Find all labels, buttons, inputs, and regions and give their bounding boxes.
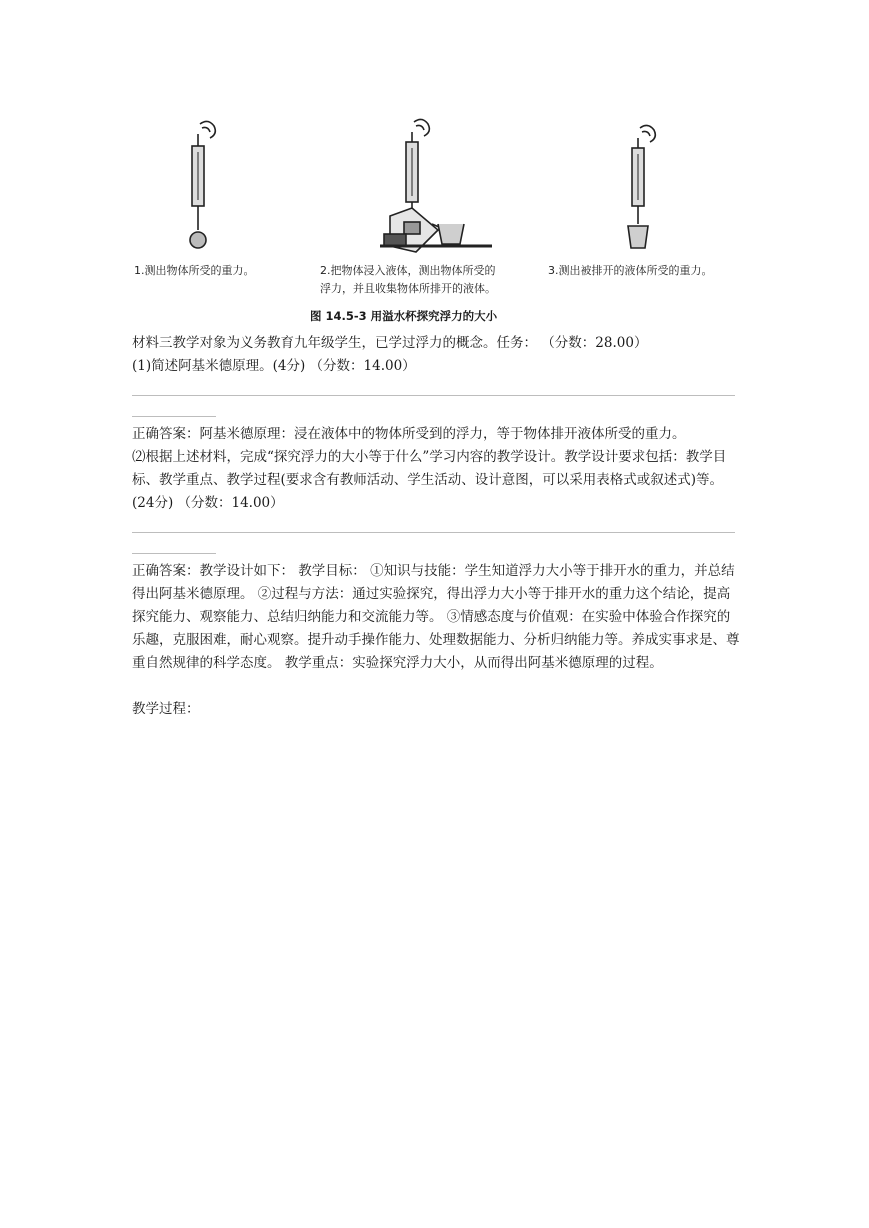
figure-title: 图 14.5-3 用溢水杯探究浮力的大小 (310, 309, 498, 323)
question-2: ⑵根据上述材料，完成“探究浮力的大小等于什么”学习内容的教学设计。教学设计要求包括：教学目标、教学重点、教学过程(要求含有教师活动、学生活动、设计意图，可以采用表格式或叙述式)等。(24分) （分数：14.00） (132, 449, 727, 511)
spring-scale-2 (380, 119, 492, 252)
spring-scale-1 (190, 121, 215, 248)
process-label: 教学过程： (132, 701, 200, 717)
figure-caption-2a: 2.把物体浸入液体，测出物体所受的 (320, 264, 496, 277)
answer-marker-1 (132, 416, 216, 417)
question-1: (1)简述阿基米德原理。(4分) （分数：14.00） (132, 358, 416, 374)
answer-divider-2 (132, 532, 735, 533)
spring-scale-3 (628, 125, 655, 248)
material-text: 材料三教学对象为义务教育九年级学生，已学过浮力的概念。任务： （分数：28.00） (132, 335, 648, 351)
answer-2: 正确答案：教学设计如下： 教学目标： ①知识与技能：学生知道浮力大小等于排开水的重力，并总结得出阿基米德原理。 ②过程与方法：通过实验探究，得出浮力大小等于排开水的重力这个结论，提高探究能力、观察能力、总结归纳能力和交流能力等。 ③情感态度与价值观：在实验中体验合作探究的乐趣，克服困难，耐心观察。提升动手操作能力、处理数据能力、分析归纳能力等。养成实事求是、尊重自然规律的科学态度。 教学重点：实验探究浮力大小，从而得出阿基米德原理的过程。 (132, 563, 740, 671)
answer-marker-2 (132, 553, 216, 554)
figure-caption-1: 1.测出物体所受的重力。 (134, 264, 255, 277)
answer-divider-1 (132, 395, 735, 396)
experiment-figure (128, 112, 740, 328)
figure-caption-2b: 浮力，并且收集物体所排开的液体。 (320, 282, 496, 295)
figure-caption-3: 3.测出被排开的液体所受的重力。 (548, 264, 713, 277)
answer-1: 正确答案：阿基米德原理：浸在液体中的物体所受到的浮力，等于物体排开液体所受的重力。 (132, 426, 686, 442)
